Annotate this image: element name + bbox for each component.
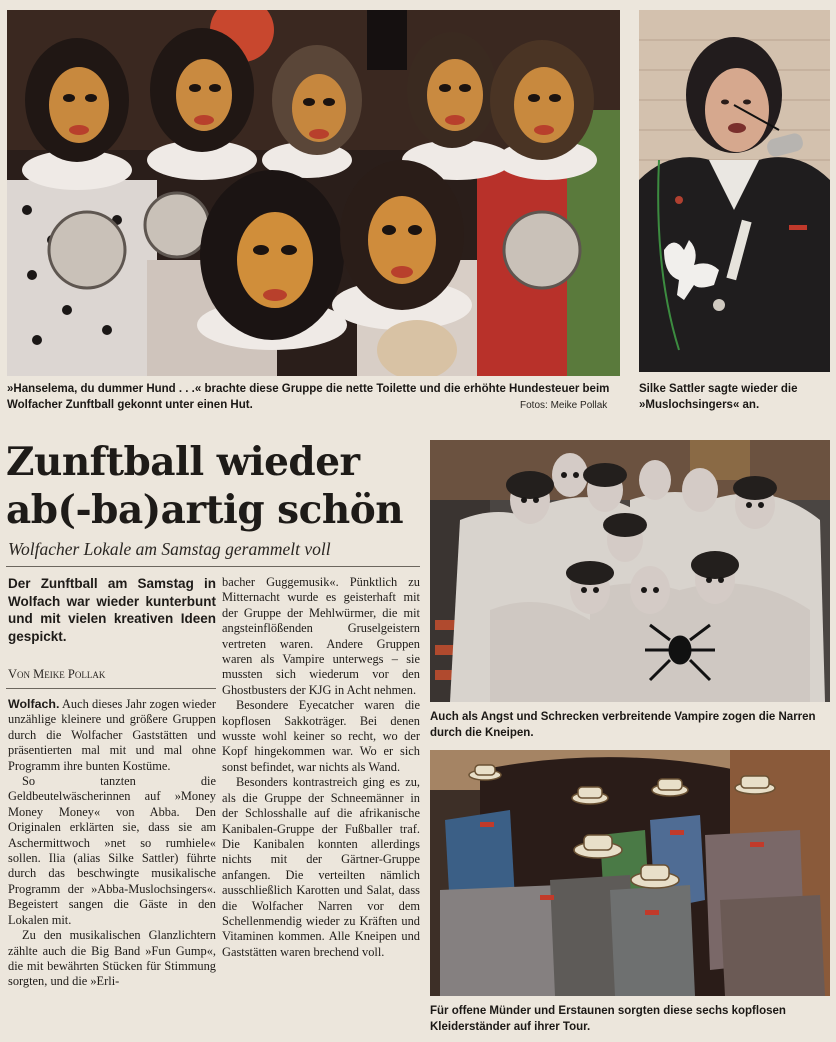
photo-headless-stands [430,750,830,996]
paragraph: Zu den musikalischen Glanzlichtern zählte auch die Big Band »Fun Gump«, die mit bewährten Stücken für Stimmung sorgten, und die »Erli- [8,928,216,989]
paragraph [8,697,216,774]
caption-photo-vampires: Auch als Angst und Schrecken verbreitende Vampire zogen die Narren durch die Kneipen. [430,711,816,739]
dateline: Wolfach. [8,697,60,711]
caption-photo-masked-group: »Hanselema, du dummer Hund . . .« brachte diese Gruppe die nette Toilette und die erhöhte Hundesteuer beim Wolfacher Zunftball gekonnt unter einen Hut. [7,383,610,411]
photo-masked-group [7,10,620,376]
photo-silke-sattler [639,10,830,372]
photo-credit: Fotos: Meike Pollak [520,400,608,411]
article-lead: Der Zunftball am Samstag in Wolfach war wieder kunterbunt und mit vielen kreativen Ideen gespickt. [8,576,216,644]
byline-rule [6,688,216,689]
article-headline: Zunftball wieder ab(-ba)artig schön [6,439,404,533]
paragraph: So tanzten die Geldbeutelwäscherinnen auf »Money Money Money« von Abba. Den Originalen erklärten sie, dass sie am Aschermittwoch »net so rumhiele« sollen. Ilia (alias Silke Sattler) führte durch das beschwingte musikalische Programm der »Abba-Muslochsingers«. Begeistert sangen die Gäste in den Lokalen mit. [8,774,216,927]
paragraph-text: Auch dieses Jahr zogen wieder unzählige kleinere und größere Gruppen durch die Wolfacher Gaststätten und präsentierten mal mit und mal ohne Programm ihre bunten Kostüme. [8,697,216,773]
paragraph: Besondere Eyecatcher waren die kopflosen Sakkoträger. Bei denen wusste wohl keiner so recht, wo der Kopf hingekommen war. Wo er sich sonst befindet, war nichts als Wand. [222,698,420,774]
caption-photo-silke-sattler: Silke Sattler sagte wieder die »Muslochsingers« an. [639,383,798,411]
article-column-2 [222,575,420,960]
photo-vampires [430,440,830,702]
paragraph: bacher Guggemusik«. Pünktlich zu Mitternacht wurde es geisterhaft mit der Gruppe der Mehlwürmer, die mit angsteinflößenden Gruselgeistern vertreten waren. Andere Gruppen waren als Vampire unterwegs – sie mussten sich wiederum vor den Ghostbusters der KJG in Acht nehmen. [222,575,420,697]
paragraph: Besonders kontrastreich ging es zu, als die Gruppe der Schneemänner in der Schlosshalle auf die afrikanische Kanibalen-Gruppe der Fußballer traf. Die Kanibalen konnten allerdings nichts mit der Gärtner-Gruppe anfangen. Die verteilten nämlich ausschließlich Karotten und Salat, dass die Wolfacher Narren vor dem Schellenmendig wieder zu Kräften und Vitaminen kommen. Alle Kneipen und Gaststätten waren brechend voll. [222,775,420,959]
caption-photo-headless-stands: Für offene Münder und Erstaunen sorgten diese sechs kopflosen Kleiderständer auf ihrer Tour. [430,1005,786,1033]
article-subheadline: Wolfacher Lokale am Samstag gerammelt voll [8,539,331,559]
subheadline-rule [6,566,420,567]
article-column-1 [8,697,216,990]
article-byline: Von Meike Pollak [8,667,106,681]
